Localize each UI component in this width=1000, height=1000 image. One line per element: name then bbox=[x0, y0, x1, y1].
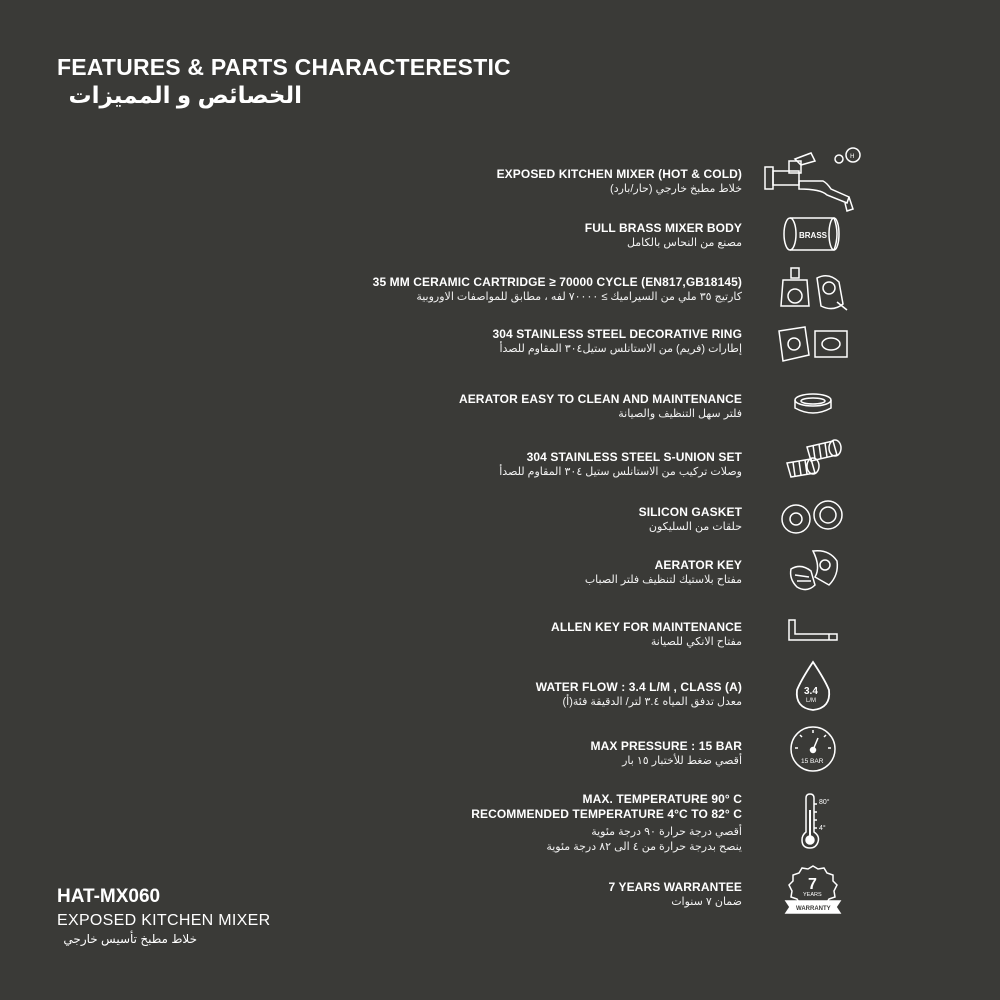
feature-label-arabic: مفتاح الانكي للصيانة bbox=[650, 636, 742, 648]
brass-icon-label: BRASS bbox=[798, 231, 827, 240]
feature-silicon-gasket bbox=[322, 505, 742, 535]
feature-label: SILICON GASKET bbox=[638, 505, 742, 519]
feature-label-arabic: معدل تدفق المياه ٣.٤ لتر/ الدقيقة فئة(أ) bbox=[562, 696, 742, 708]
feature-allen-key bbox=[322, 620, 742, 650]
product-name: EXPOSED KITCHEN MIXER bbox=[57, 912, 271, 929]
feature-warranty bbox=[322, 880, 742, 910]
feature-decorative-ring bbox=[322, 327, 742, 357]
brass-body-icon bbox=[765, 213, 860, 255]
warranty-badge-icon bbox=[765, 862, 860, 916]
feature-label-arabic: إطارات (فريم) من الاستانلس ستيل٣٠٤ المقاوم للصدأ bbox=[499, 343, 742, 355]
feature-label-arabic: أقصي درجة حرارة ٩٠ درجة مئوية bbox=[591, 826, 742, 838]
feature-label: 304 STAINLESS STEEL S-UNION SET bbox=[526, 450, 742, 464]
feature-label-arabic: وصلات تركيب من الاستانلس ستيل ٣٠٤ المقاوم للصدأ bbox=[499, 466, 742, 478]
pressure-gauge-icon bbox=[765, 724, 860, 774]
water-drop-icon bbox=[765, 659, 860, 713]
decorative-ring-icon bbox=[765, 323, 860, 367]
feature-ceramic-cartridge bbox=[322, 275, 742, 305]
feature-temperature bbox=[322, 792, 742, 855]
feature-label: EXPOSED KITCHEN MIXER (HOT & COLD) bbox=[496, 167, 742, 181]
feature-label: 7 YEARS WARRANTEE bbox=[608, 880, 742, 894]
feature-label-arabic: كارتيج ٣٥ ملي من السيراميك ≥ ٧٠٠٠٠ لفه ، مطابق للمواصفات الاوروبية bbox=[416, 291, 742, 303]
feature-label: FULL BRASS MIXER BODY bbox=[584, 221, 742, 235]
gasket-icon bbox=[765, 496, 860, 536]
feature-max-pressure bbox=[322, 739, 742, 769]
feature-label-arabic: أقصي ضغط للأختبار ١٥ بار bbox=[622, 755, 742, 767]
aerator-key-icon bbox=[765, 546, 860, 596]
feature-label-arabic: فلتر سهل التنظيف والصيانة bbox=[618, 408, 742, 420]
feature-label: AERATOR EASY TO CLEAN AND MAINTENANCE bbox=[458, 392, 742, 406]
feature-label-line2: RECOMMENDED TEMPERATURE 4°C TO 82° C bbox=[471, 807, 742, 821]
temp-high-label: 80° bbox=[818, 799, 830, 806]
feature-aerator-key bbox=[322, 558, 742, 588]
feature-label: MAX PRESSURE : 15 BAR bbox=[590, 739, 742, 753]
warranty-ribbon-label: WARRANTY bbox=[795, 906, 831, 912]
feature-water-flow bbox=[322, 680, 742, 710]
feature-label: 304 STAINLESS STEEL DECORATIVE RING bbox=[492, 327, 742, 341]
feature-label-arabic: حلقات من السليكون bbox=[648, 521, 742, 533]
feature-label: WATER FLOW : 3.4 L/M , CLASS (A) bbox=[535, 680, 742, 694]
feature-label: 35 MM CERAMIC CARTRIDGE ≥ 70000 CYCLE (EN817,GB18145) bbox=[372, 275, 742, 289]
feature-label: MAX. TEMPERATURE 90° C bbox=[582, 792, 742, 806]
kitchen-mixer-icon bbox=[765, 145, 860, 215]
svg-text:H: H bbox=[849, 153, 855, 160]
feature-label-arabic: ضمان ٧ سنوات bbox=[671, 896, 742, 908]
feature-label-arabic: مفتاح بلاستيك لتنظيف فلتر الصباب bbox=[584, 574, 742, 586]
feature-label-arabic-line2: ينصح بدرجة حرارة من ٤ الى ٨٢ درجة مئوية bbox=[546, 841, 742, 853]
feature-label: AERATOR KEY bbox=[654, 558, 742, 572]
flow-value: 3.4 bbox=[803, 686, 818, 697]
aerator-icon bbox=[765, 386, 860, 424]
flow-unit: L/M bbox=[805, 698, 816, 704]
feature-label-arabic: مصنع من النحاس بالكامل bbox=[626, 237, 742, 249]
page-title-arabic: الخصائص و المميزات bbox=[68, 82, 302, 108]
ceramic-cartridge-icon bbox=[765, 265, 860, 315]
temp-low-label: 4° bbox=[818, 825, 826, 832]
page-title: FEATURES & PARTS CHARACTERESTIC bbox=[57, 54, 511, 80]
feature-label: ALLEN KEY FOR MAINTENANCE bbox=[551, 620, 742, 634]
pressure-icon-label: 15 BAR bbox=[800, 758, 823, 765]
product-name-arabic: خلاط مطبخ تأسيس خارجي bbox=[63, 932, 197, 946]
feature-exposed-mixer bbox=[322, 167, 742, 197]
allen-key-icon bbox=[765, 614, 860, 648]
feature-label-arabic: خلاط مطبخ خارجي (حار/بارد) bbox=[610, 183, 742, 195]
feature-s-union bbox=[322, 450, 742, 480]
feature-aerator bbox=[322, 392, 742, 422]
s-union-icon bbox=[765, 436, 860, 484]
warranty-number: 7 bbox=[807, 876, 817, 893]
thermometer-icon bbox=[765, 793, 860, 851]
warranty-years: YEARS bbox=[802, 892, 822, 898]
model-number: HAT-MX060 bbox=[57, 886, 161, 907]
feature-brass-body bbox=[322, 221, 742, 251]
